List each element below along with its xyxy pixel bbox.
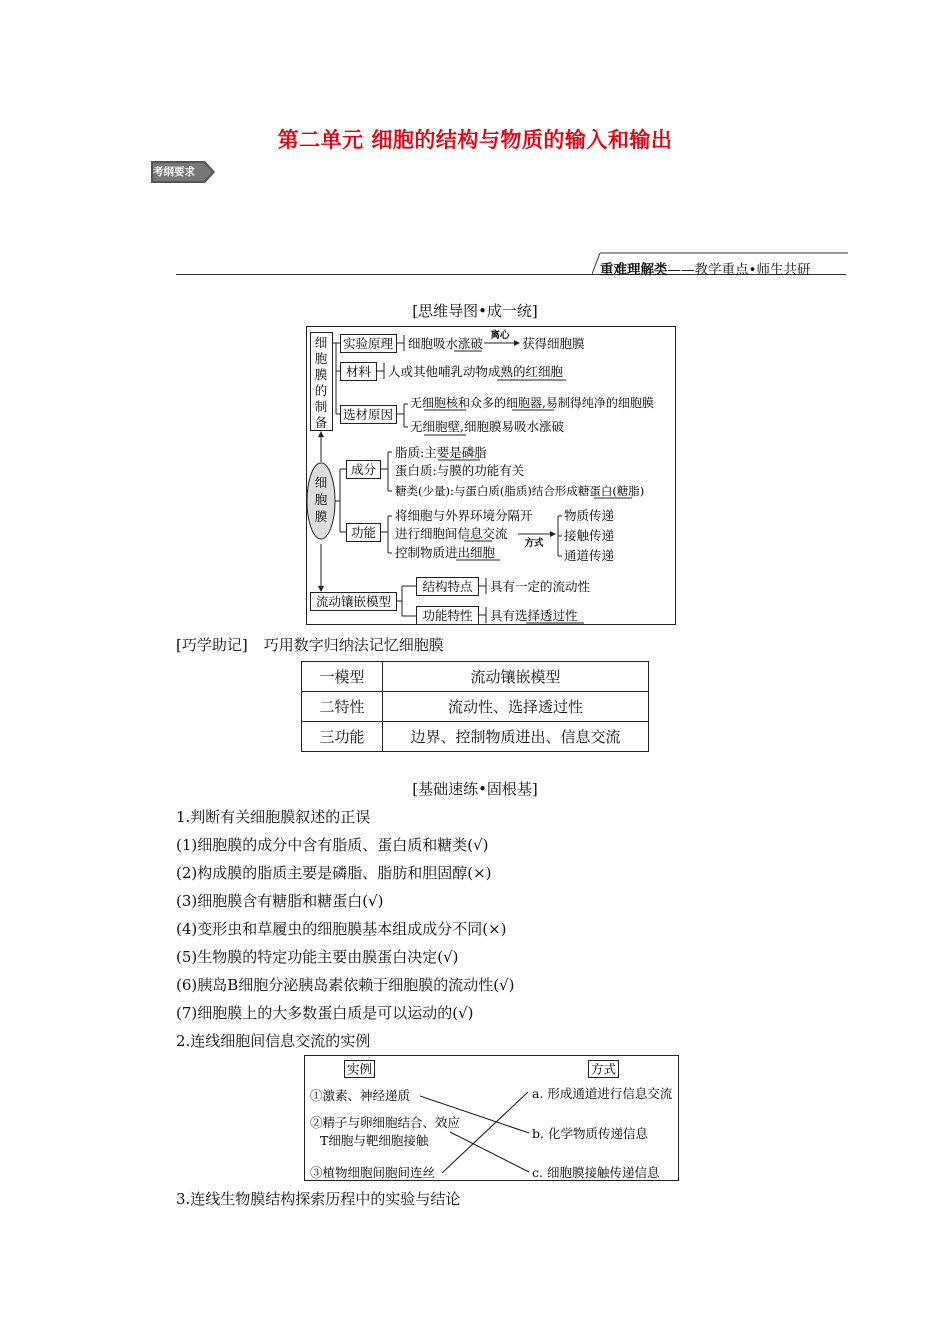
membrane-char: 膜 xyxy=(314,509,328,524)
func2: 进行细胞间信息交流 xyxy=(395,526,508,541)
section-header-bold: 重难理解类 xyxy=(600,262,668,278)
question-3-title: 3.连线生物膜结构探索历程中的实验与结论 xyxy=(176,1190,461,1208)
list-item: (5)生物膜的特定功能主要由膜蛋白决定(√) xyxy=(176,948,459,966)
func1: 将细胞与外界环境分隔开 xyxy=(395,508,533,523)
reason-text1: 无细胞核和众多的细胞器,易制得纯净的细胞膜 xyxy=(410,396,654,410)
table-key: 三功能 xyxy=(302,722,383,752)
right-header: 方式 xyxy=(590,1061,617,1077)
exp-text2: 获得细胞膜 xyxy=(522,336,585,351)
table-row xyxy=(302,692,649,722)
summary-table xyxy=(301,661,649,752)
table-key: 一模型 xyxy=(302,662,383,692)
table-row xyxy=(302,722,649,752)
question-2-title: 2.连线细胞间信息交流的实例 xyxy=(176,1032,371,1050)
practice-title: [基础速练•固根基] xyxy=(412,780,538,798)
prep-char: 细 xyxy=(314,335,328,350)
method1: 物质传递 xyxy=(564,508,615,523)
page-title: 第二单元 细胞的结构与物质的输入和输出 xyxy=(277,128,673,152)
prep-char: 胞 xyxy=(314,351,328,366)
comp1: 脂质:主要是磷脂 xyxy=(395,445,487,460)
table-value: 流动镶嵌模型 xyxy=(383,662,649,692)
prep-char: 备 xyxy=(314,415,328,430)
mindmap-title: [思维导图•成一统] xyxy=(412,302,538,320)
list-item: (4)变形虫和草履虫的细胞膜基本组成成分不同(×) xyxy=(176,920,507,938)
right-item-2: b. 化学物质传递信息 xyxy=(532,1126,648,1141)
tip-text: 巧用数字归纳法记忆细胞膜 xyxy=(263,636,444,654)
table-value: 边界、控制物质进出、信息交流 xyxy=(383,722,649,752)
matching-diagram xyxy=(304,1055,680,1183)
prep-label xyxy=(315,335,328,430)
right-item-3: c. 细胞膜接触传递信息 xyxy=(532,1165,660,1180)
prep-char: 的 xyxy=(314,383,328,398)
function-label: 功能 xyxy=(350,525,377,540)
mindmap-diagram xyxy=(300,324,680,628)
left-item-2a: ②精子与卵细胞结合、效应 xyxy=(310,1115,461,1130)
tip-label: [巧学助记] xyxy=(176,636,248,654)
comp3: 糖类(少量):与蛋白质(脂质)结合形成糖蛋白(糖脂) xyxy=(395,484,645,498)
struct-feature-label: 结构特点 xyxy=(422,579,473,594)
method-label: 方式 xyxy=(524,538,544,549)
membrane-char: 细 xyxy=(314,475,328,490)
list-item: (2)构成膜的脂质主要是磷脂、脂肪和胆固醇(×) xyxy=(176,864,492,882)
material-text: 人或其他哺乳动物成熟的红细胞 xyxy=(388,364,564,379)
func3: 控制物质进出细胞 xyxy=(395,545,496,560)
method2: 接触传递 xyxy=(564,528,615,543)
left-item-3: ③植物细胞间胞间连丝 xyxy=(310,1165,436,1180)
section-header xyxy=(600,258,810,278)
right-item-1: a. 形成通道进行信息交流 xyxy=(532,1086,673,1101)
membrane-char: 胞 xyxy=(314,492,328,507)
prep-char: 膜 xyxy=(314,367,328,382)
question-1-title: 1.判断有关细胞膜叙述的正误 xyxy=(176,808,371,826)
section-header-rest: ——教学重点•师生共研 xyxy=(667,262,811,278)
list-item: (1)细胞膜的成分中含有脂质、蛋白质和糖类(√) xyxy=(176,836,489,854)
centrifuge-label: 离心 xyxy=(490,330,510,341)
composition-label: 成分 xyxy=(350,462,377,477)
left-item-1: ①激素、神经递质 xyxy=(310,1088,411,1103)
left-item-2b: T细胞与靶细胞接触 xyxy=(320,1133,429,1148)
exp-principle-label: 实验原理 xyxy=(342,336,394,351)
list-item: (6)胰岛B细胞分泌胰岛素依赖于细胞膜的流动性(√) xyxy=(176,976,515,994)
exp-text1: 细胞吸水涨破 xyxy=(408,336,484,351)
outline-tag-label: 考纲要求 xyxy=(153,166,195,178)
func-feature-label: 功能特性 xyxy=(422,608,473,623)
model-label: 流动镶嵌模型 xyxy=(315,594,392,609)
list-item: (3)细胞膜含有糖脂和糖蛋白(√) xyxy=(176,892,384,910)
struct-text: 具有一定的流动性 xyxy=(490,579,591,594)
list-item: (7)细胞膜上的大多数蛋白质是可以运动的(√) xyxy=(176,1004,474,1022)
func-feature-text: 具有选择透过性 xyxy=(490,608,578,623)
tip-line xyxy=(176,634,444,655)
table-key: 二特性 xyxy=(302,692,383,722)
prep-char: 制 xyxy=(314,399,328,414)
comp2: 蛋白质:与膜的功能有关 xyxy=(395,463,525,478)
table-value: 流动性、选择透过性 xyxy=(383,692,649,722)
reason-text2: 无细胞壁,细胞膜易吸水涨破 xyxy=(410,419,564,434)
left-header: 实例 xyxy=(346,1061,373,1077)
material-label: 材料 xyxy=(345,364,372,379)
table-row xyxy=(302,662,649,692)
reason-label: 选材原因 xyxy=(342,407,394,422)
method3: 通道传递 xyxy=(564,548,615,563)
